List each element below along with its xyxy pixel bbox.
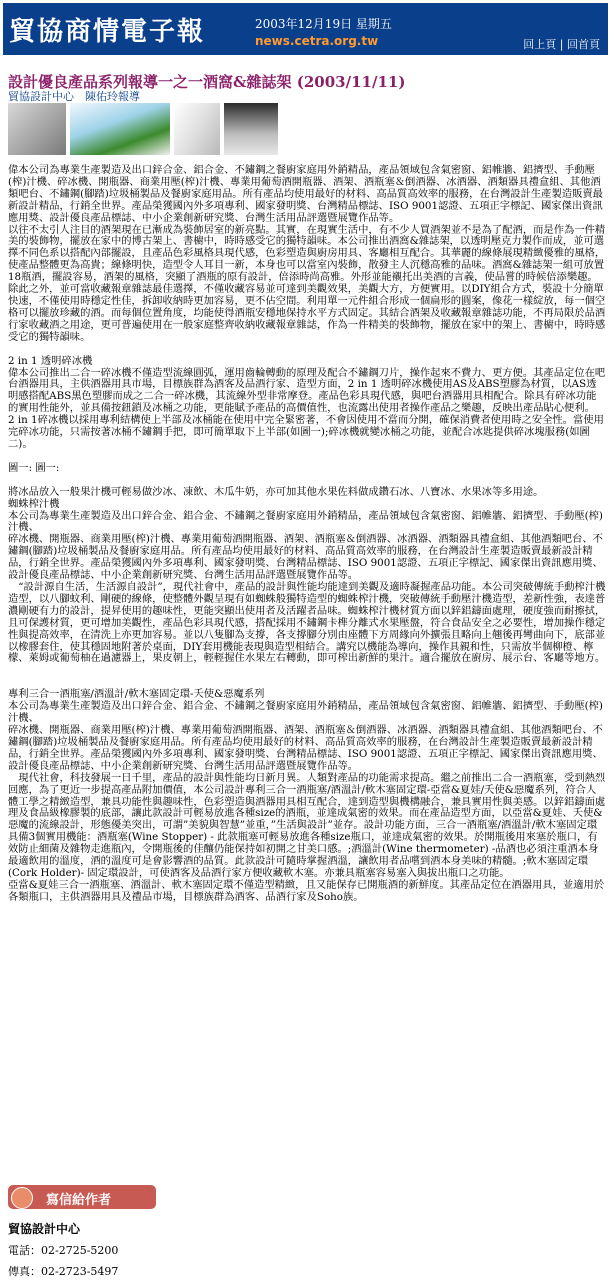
site-url: news.cetra.org.tw <box>255 34 379 48</box>
contact-org: 貿協設計中心 <box>8 1222 81 1236</box>
product-photo-juicer <box>174 103 220 155</box>
article-paragraph: 偉本公司推出二合一碎冰機不僅造型流線圓弧，運用齒輪轉動的原理及配合不鏽鋼刀片，操作起來不費力、更方便。其產品定位在吧台酒器用具，主供酒器用具市場，目標族群為酒客及品酒行家、造型方面，2 in 1 透明碎冰機使用AS及ABS塑膠為材質，以AS透明感搭配ABS黑色塑膠而成之二合一碎冰機，其流線外型非常摩登。產品色彩具現代感，與吧台酒器用具相配合。除具有碎冰功能的實用性能外，並具備按鈕鎖及冰桶之功能，更能賦予產品的高價值性，也流露出使用者操作產品之樂趣，反映出產品貼心便利。 <box>8 366 606 415</box>
product-photo-ice-crusher <box>70 103 170 155</box>
header-nav <box>523 36 600 52</box>
article-paragraph: 2 in 1碎冰機以採用專利結構使上半部及冰桶能在使用中完全緊密著，不會因使用不當而分開，確保消費者使用時之安全性。當使用完碎冰功能，只需按著冰桶不鏽鋼手把，即可簡單取下上半部(如圖一);碎冰機就變冰桶之功能，並配合冰匙提供碎冰塊服務(如圖二)。 <box>8 414 604 450</box>
article-paragraph: 現代社會，科技發展一日千里，產品的設計與性能均日新月異。人類對產品的功能需求提高。繼之前推出二合一酒瓶塞，受到熱烈回應，為了更近一步提高產品附加價值，本公司設計專利三合一酒瓶塞/酒溫計/軟木塞固定環-亞當&夏娃/夭使&惡魔系列，符合人體工學之精緻造型，兼具功能性與趣味性，色彩塑造與酒器用具相互配合，達到造型與機構融合，兼具實用性與美感。以鋅鋁鑄面處理及食品級橡膠製的底部，讓此款設計可輕易放進各種size的酒瓶，並達成氣密的效果。而在產品造型方面，以亞當&夏娃、夭使&惡魔的流線設計，形態優美突出，可謂”美貌與智慧”並重，”生活與設計”並存。設計功能方面，三合一酒瓶塞/酒溫計/軟木塞固定環具備3個實用機能：酒瓶塞(Wine Stopper) - 此款瓶塞可輕易放進各種size瓶口，並達成氣密的效果。於開瓶後用來塞於瓶口，有效防止細菌及雜物走進瓶內，令開瓶後的佳釀仍能保持如初開之甘美口感。;酒溫計(Wine thermometer) -品酒也必須注重酒本身最適飲用的溫度，酒的溫度可是會影響酒的品質。此款設計可隨時掌握酒溫，讓飲用者品嚐到酒本身美味的精髓。;軟木塞固定環(Cork Holder)- 固定環設計，可使酒客及品酒行家方便收藏軟木塞。亦兼具瓶塞容易塞入與拔出瓶口之功能。 <box>8 771 606 879</box>
article-paragraph: 蜘蛛榨汁機 <box>8 497 60 510</box>
article-paragraph: 碎冰機、開瓶器、商業用壓(榨)汁機、專業用葡萄酒開瓶器、酒架、酒瓶塞＆倒酒器、冰酒器、酒類器具禮盒組、其他酒類吧台、不鏽鋼(腳踏)垃圾桶製品及餐廚家庭用品。所有產品均使用最好的材料、高品質高效率的服務，在台灣設計生產製造販賣最新設計精品，行銷全世界。產品榮獲國內外多項專利、國家發明獎、台灣精品標誌、ISO 9001認證、五項正字標記、國家傑出資訊應用獎、設計優良產品標誌、中小企業創新研究獎、台灣生活用品評選暨展覽作品等。 <box>8 724 603 772</box>
article-paragraph: 碎冰機、開瓶器、商業用壓(榨)汁機、專業用葡萄酒開瓶器、酒架、酒瓶塞＆倒酒器、冰酒器、酒類器具禮盒組、其他酒類吧台、不鏽鋼(腳踏)垃圾桶製品及餐廚家庭用品。所有產品均使用最好的材料、高品質高效率的服務，在台灣設計生產製造販賣最新設計精品，行銷全世界。產品榮獲國內外多項專利、國家發明獎、台灣精品標誌、ISO 9001認證、五項正字標記、國家傑出資訊應用獎、設計優良產品標誌、中小企業創新研究獎、台灣生活用品評選暨展覽作品等。 <box>8 533 603 582</box>
article-paragraph: 亞當&夏娃三合一酒瓶塞、酒溫計、軟木塞固定環不僅造型精緻，且又能保存已開瓶酒的新鮮度。其產品定位在酒器用具，並適用於各類瓶口，主供酒器用具及禮品市場，目標族群為酒客、品酒行家及Soho族。 <box>8 878 605 903</box>
article-paragraph <box>8 451 606 463</box>
article-paragraph <box>8 344 606 356</box>
article-paragraph: 2 in 1 透明碎冰機 <box>8 354 93 367</box>
article-title: 設計優良產品系列報導一之一酒窩&雜誌架 (2003/11/11) <box>8 73 406 91</box>
product-photo-wine-stopper <box>224 103 278 155</box>
article-paragraph <box>8 475 606 487</box>
article-body <box>8 165 606 904</box>
mail-icon <box>11 1187 33 1209</box>
article-author: 貿協設計中心 陳佑玲報導 <box>8 90 140 103</box>
article-paragraph: 以往不太引人注目的酒架現在已漸成為裝飾居室的新亮點。其實，在現實生活中，有不少人買酒架並不是為了配酒，而是作為一件精美的裝飾物，擺放在家中的博古架上、書櫥中，時時感受它的獨特韻味。本公司推出酒窩&雜誌架，以透明壓克力製作而成，並可選擇不同色系以搭配內部擺設，且產品色彩風格具現代感，色彩塑造與廚房用具、客廳相互配合。其華麗的線條展現精緻優雅的風格，使產品整體更為高貴；線條明快，造型令人耳目一新，本身也可以當室內裝飾，散發主人沉穩高雅的品味。酒窩&雜誌架一組可放置18瓶酒，擺設容易，酒架的風格，突顯了酒瓶的原有設計，倍添時尚高雅。外形並能襯托出美酒的言義，使品嘗的時候倍添樂趣。除此之外，並可當收藏報章雜誌最佳選擇，不僅收藏容易並可達到美觀效果，美觀大方，方便實用。以DIY組合方式，裝設十分簡單快速，不僅使用時穩定性佳，拆卸收納時更加容易，更不佔空間。利用單一元件組合形成一個扁形的圓案，像花一樣綻放，每一個空格可以擺放珍藏的酒。而每個位置角度，均能使得酒瓶安穩地保持水平方式固定。其結合酒架及收藏報章雜誌功能，不再局限於品酒行家收藏酒之用途，更可普遍使用在一般家庭整齊收納收藏報章雜誌，作為一件精美的裝飾物，擺放在家中的架上、書櫥中，時時感受它的獨特韻味。 <box>8 223 606 343</box>
product-photos <box>8 103 278 155</box>
article-paragraph: 本公司為專業生產製造及出口鋅合金、鋁合金、不鏽鋼之餐廚家庭用外銷精品，產品領域包含氣密窗、鋁帷牆、鋁擠型、手動壓(榨)汁機、 <box>8 700 603 725</box>
back-link[interactable]: 回上頁 <box>523 38 557 51</box>
email-author-label: 寫信給作者 <box>46 1193 112 1208</box>
product-photo-wine-rack <box>8 103 66 155</box>
article-paragraph: 本公司為專業生產製造及出口鋅合金、鋁合金、不鏽鋼之餐廚家庭用外銷精品，產品領域包含氣密窗、鋁帷牆、鋁擠型、手動壓(榨)汁機、 <box>8 509 603 534</box>
article-paragraph: 偉本公司為專業生產製造及出口鋅合金、鋁合金、不鏽鋼之餐廚家庭用外銷精品，產品領域包含氣密窗、鋁帷牆、鋁擠型、手動壓(榨)汁機、碎冰機、開瓶器、商業用壓(榨)汁機、專業用葡萄酒開瓶器、酒架、酒瓶塞＆倒酒器、冰酒器、酒類器具禮盒組、其他酒類吧台、不鏽鋼(腳踏)垃圾桶製品及餐廚家庭用品。所有產品均使用最好的材料、高品質高效率的服務，在台灣設計生產製造販賣最新設計精品，行銷全世界。產品榮獲國內外多項專利、國家發明獎、台灣精品標誌、ISO 9001認證、五項正字標記、國家傑出資訊應用獎、設計優良產品標誌、中小企業創新研究獎、台灣生活用品評選暨展覽作品等。 <box>8 164 603 224</box>
contact-fax: 傳真：02-2723-5497 <box>8 1265 119 1278</box>
email-author-button[interactable] <box>8 1185 156 1209</box>
nav-separator: | <box>559 38 564 51</box>
article-paragraph: “設計源自生活，生活源自設計”，現代社會中，產品的設計與性能均能達到美觀及適時凝握產品功能。本公司突破傳統手動榨汁機造型，以八腳蚊利、剛硬的線條，使整體外觀呈現有如蜘蛛般獨特造型的蜘蛛榨汁機，突破傳統手動壓汁機造型，差新性強，表達普濃剛硬有力的設計，提昇使用的趣味性，更能突顯出使用者及活躍者品味。蜘蛛榨汁機材質方面以鋅鋁鑄面處理，硬度強而耐擦拭，且可保護材質，更可增加美觀性，產品色彩具現代感，搭配採用不鏽鋼卡榫分離式水果壓盤，符合食品安全之必要性，增加操作穩定性與提高效率，在清洗上亦更加容易。並以八隻腳為支撐，各支撐腳分別由座體下方周緣向外擴張且略向上翹後再彎曲向下，底部並以橡膠套住，使其穩固地附著於桌面，DIY套用機能表現與造型相結合。講究以機能為導向，操作具親和性，只需放半個柳橙、檸檬、萊姆或葡萄柚在過濾器上，果皮朝上，輕輕握住水果左右轉動，即可榨出新鮮的果汁。適合擺放在廚房、展示台、客廳等地方。 <box>8 581 606 665</box>
site-logo: 貿協商情電子報 <box>9 17 206 47</box>
page-header <box>3 3 608 55</box>
article-paragraph: 將冰品放入一般果汁機可輕易做沙冰、凍飲、木瓜牛奶，亦可加其他水果佐料做成鑽石冰、八寶冰、水果冰等多用途。 <box>8 485 544 498</box>
contact-phone: 電話：02-2725-5200 <box>8 1244 119 1257</box>
article-paragraph: 圖一: 圖一: <box>8 461 60 474</box>
article-paragraph: 專利三合一酒瓶塞/酒溫計/軟木塞固定環-夭使&惡魔系列 <box>8 688 265 701</box>
issue-date: 2003年12月19日 星期五 <box>255 17 392 31</box>
home-link[interactable]: 回首頁 <box>567 38 600 51</box>
article-paragraph <box>8 665 606 677</box>
